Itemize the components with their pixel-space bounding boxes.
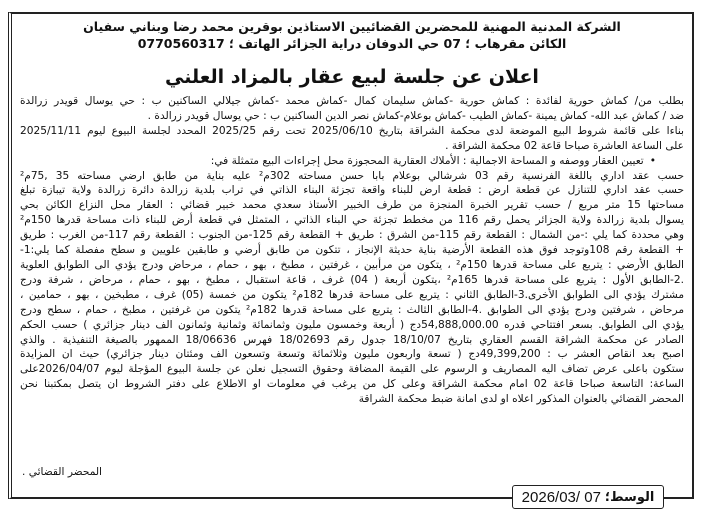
- company-address: الكائن مقرهاب ؛ 07 حي الدوفان دراية الجزائر الهاتف ؛ 0770560317: [137, 36, 567, 51]
- body-line: مساحتها 15 متر مربع / حسب تقرير الخبرة المنجزة من طرف الخبير الأستاذ سعدي محمد خبير قضائي : العقار محل النزاع الكائن بحي: [20, 199, 684, 212]
- session-line: على الساعة العاشرة صباحا قاعة 02 محكمة الشراقة .: [445, 139, 684, 152]
- bullet-icon: •: [649, 154, 656, 167]
- body-line: حسب عقد اداري باللغة الفرنسية رقم 03 شرشالي بوعلام بابا حسن مساحته 302م² عليه بناية من طابق ارضي مساحته 35 ,75م²: [20, 169, 685, 182]
- publication-date: 2026/03/ 07: [521, 488, 601, 506]
- body-line: يسوال بلدية زرالدة ولاية الجزائر يحمل رقم 116 من مخطط تجزئة حي البناء الذاتي ، المتمثل في قطعة أرض للبناء ذات مساحة قدرها 150م²: [20, 214, 684, 227]
- body-line: مشترك يؤدي الى الطوابق الأخرى.3-الطابق الثاني : يتربع على مساحة قدرها 182م² يتكون من خمسة (05) غرف ، مطبخين ، بهو ، حمامين ،: [20, 288, 684, 301]
- newspaper-label: الوسط؛: [604, 489, 655, 505]
- notice-title: اعلان عن جلسة لبيع عقار بالمزاد العلني: [165, 66, 539, 88]
- body-line: وهي محددة كما يلي :-من الشمال : القطعة رقم 115-من الشرق : طريق + القطعة رقم 125-من الجنوب : القطعة رقم 117-من الغرب : طريق: [20, 229, 684, 242]
- conditions-line: بناءا على قائمة شروط البيع الموضعة لدى محكمة الشراقة بتاريخ 2025/06/10 تحت رقم 2025/25 المحدد لجلسة البيوع ليوم 2025/11/11: [20, 124, 684, 137]
- requester-line: بطلب من/ كماش حورية لفائدة : كماش حورية -كماش سليمان كمال -كماش محمد -كماش جيلالي الساكنين ب : حي يوسال قويدر زرالدة: [20, 95, 684, 107]
- body-line: حسب عقد اداري للتنازل عن قطعة ارض : قطعة ارض للبناء واقعة تجزئة البناء الذاتي في تراب بلدية زرالدة دائرة زرالدة ولاية تيبازة تبلغ: [20, 184, 684, 197]
- body-line: ستكون باعلى عرض تضاف اليه المصاريف و الرسوم على القيمة المضافة وحقوق التسجيل نعلن عن جلسة البيوع المؤجلة ليوم 2026/04/07على: [20, 363, 684, 376]
- property-bullet: [20, 154, 684, 169]
- publication-footer: [512, 485, 664, 509]
- body-line: الساعة: التاسعة صباحا قاعة 02 امام محكمة الشراقة وعلى كل من يرغب في معلومات او الاطلاع على دفتر الشروط ان يتصل بمكتبنا نحن: [20, 378, 685, 391]
- company-name: الشركة المدنية المهنية للمحضرين القضائيين الاستاذين بوقرين محمد رضا وبناني سفيان: [83, 19, 621, 34]
- notice-body: [20, 94, 684, 407]
- body-line: اصبح بعد انقاص العشر ب : 49,399,200دج ( تسعة واربعون مليون وثلاثمائة وتسعة وتسعون الف ومئتان دينار جزائري) حيث ان المزايدة: [20, 348, 684, 361]
- body-line: الصادر عن محكمة الشراقة القسم العقاري بتاريخ 18/10/07 جدول رقم 18/02693 فهرس 18/06636 الممهور بالصيغة التنفيذية . والذي: [20, 333, 685, 346]
- body-line: مرحاض ، شرفتين ودرج يؤدي الى الطوابق .4-الطابق الثالث : يتربع على مساحة قدرها 182م² يتكون من غرفتين ، مطبخ ، حمام ، سطح ودرج: [20, 303, 684, 316]
- notice-frame: [8, 12, 694, 499]
- body-line: + القطعة رقم 108وتوجد فوق هذه القطعة الأرضية بناية حديثة الإنجاز ، تتكون من طابق أرضي و طابقين علويين و سطح مفصلة كما يلي:1-: [20, 244, 684, 257]
- body-line: يؤدي الى الطوابق. بسعر افتتاحي قدره 54,888,000.00دج ( أربعة وخمسون مليون وثمانمائة وثمانية وثمانون الف دينار جزائري ) حسب الحكم: [20, 318, 684, 331]
- body-line: المحضر القضائي بالعنوان المذكور اعلاه او لدى امانة ضبط محكمة الشراقة: [358, 393, 684, 406]
- property-bullet-text: تعيين العقار ووصفه و المساحة الاجمالية : الأملاك العقارية المحجوزة محل إجراءات البيع متمثلة في:: [210, 154, 644, 167]
- body-line: .2-الطابق الأول : يتربع على مساحة قدرها 165م² ،يتكون أربعة ( 04) غرف ، قاعة استقبال ، مطبخ ، بهو ، حمام ، مرحاض ، شرفة ودرج: [20, 273, 684, 286]
- signature: المحضر القضائي .: [22, 466, 102, 478]
- company-header: [32, 18, 672, 52]
- defendants-line: ضد / كماش عبد الله- كماش يمينة -كماش الطيب -كماش بوعلام-كماش نصر الدين الساكنين ب : حي يوسال قويدر زرالدة .: [147, 109, 684, 122]
- body-line: الطابق الأرضي : يتربع على مساحة قدرها 150م² ، يتكون من مرأبين ، غرفتين ، مطبخ ، بهو ، حمام ، مرحاض ودرج يؤدي الى الطوابق العلوية: [20, 258, 684, 271]
